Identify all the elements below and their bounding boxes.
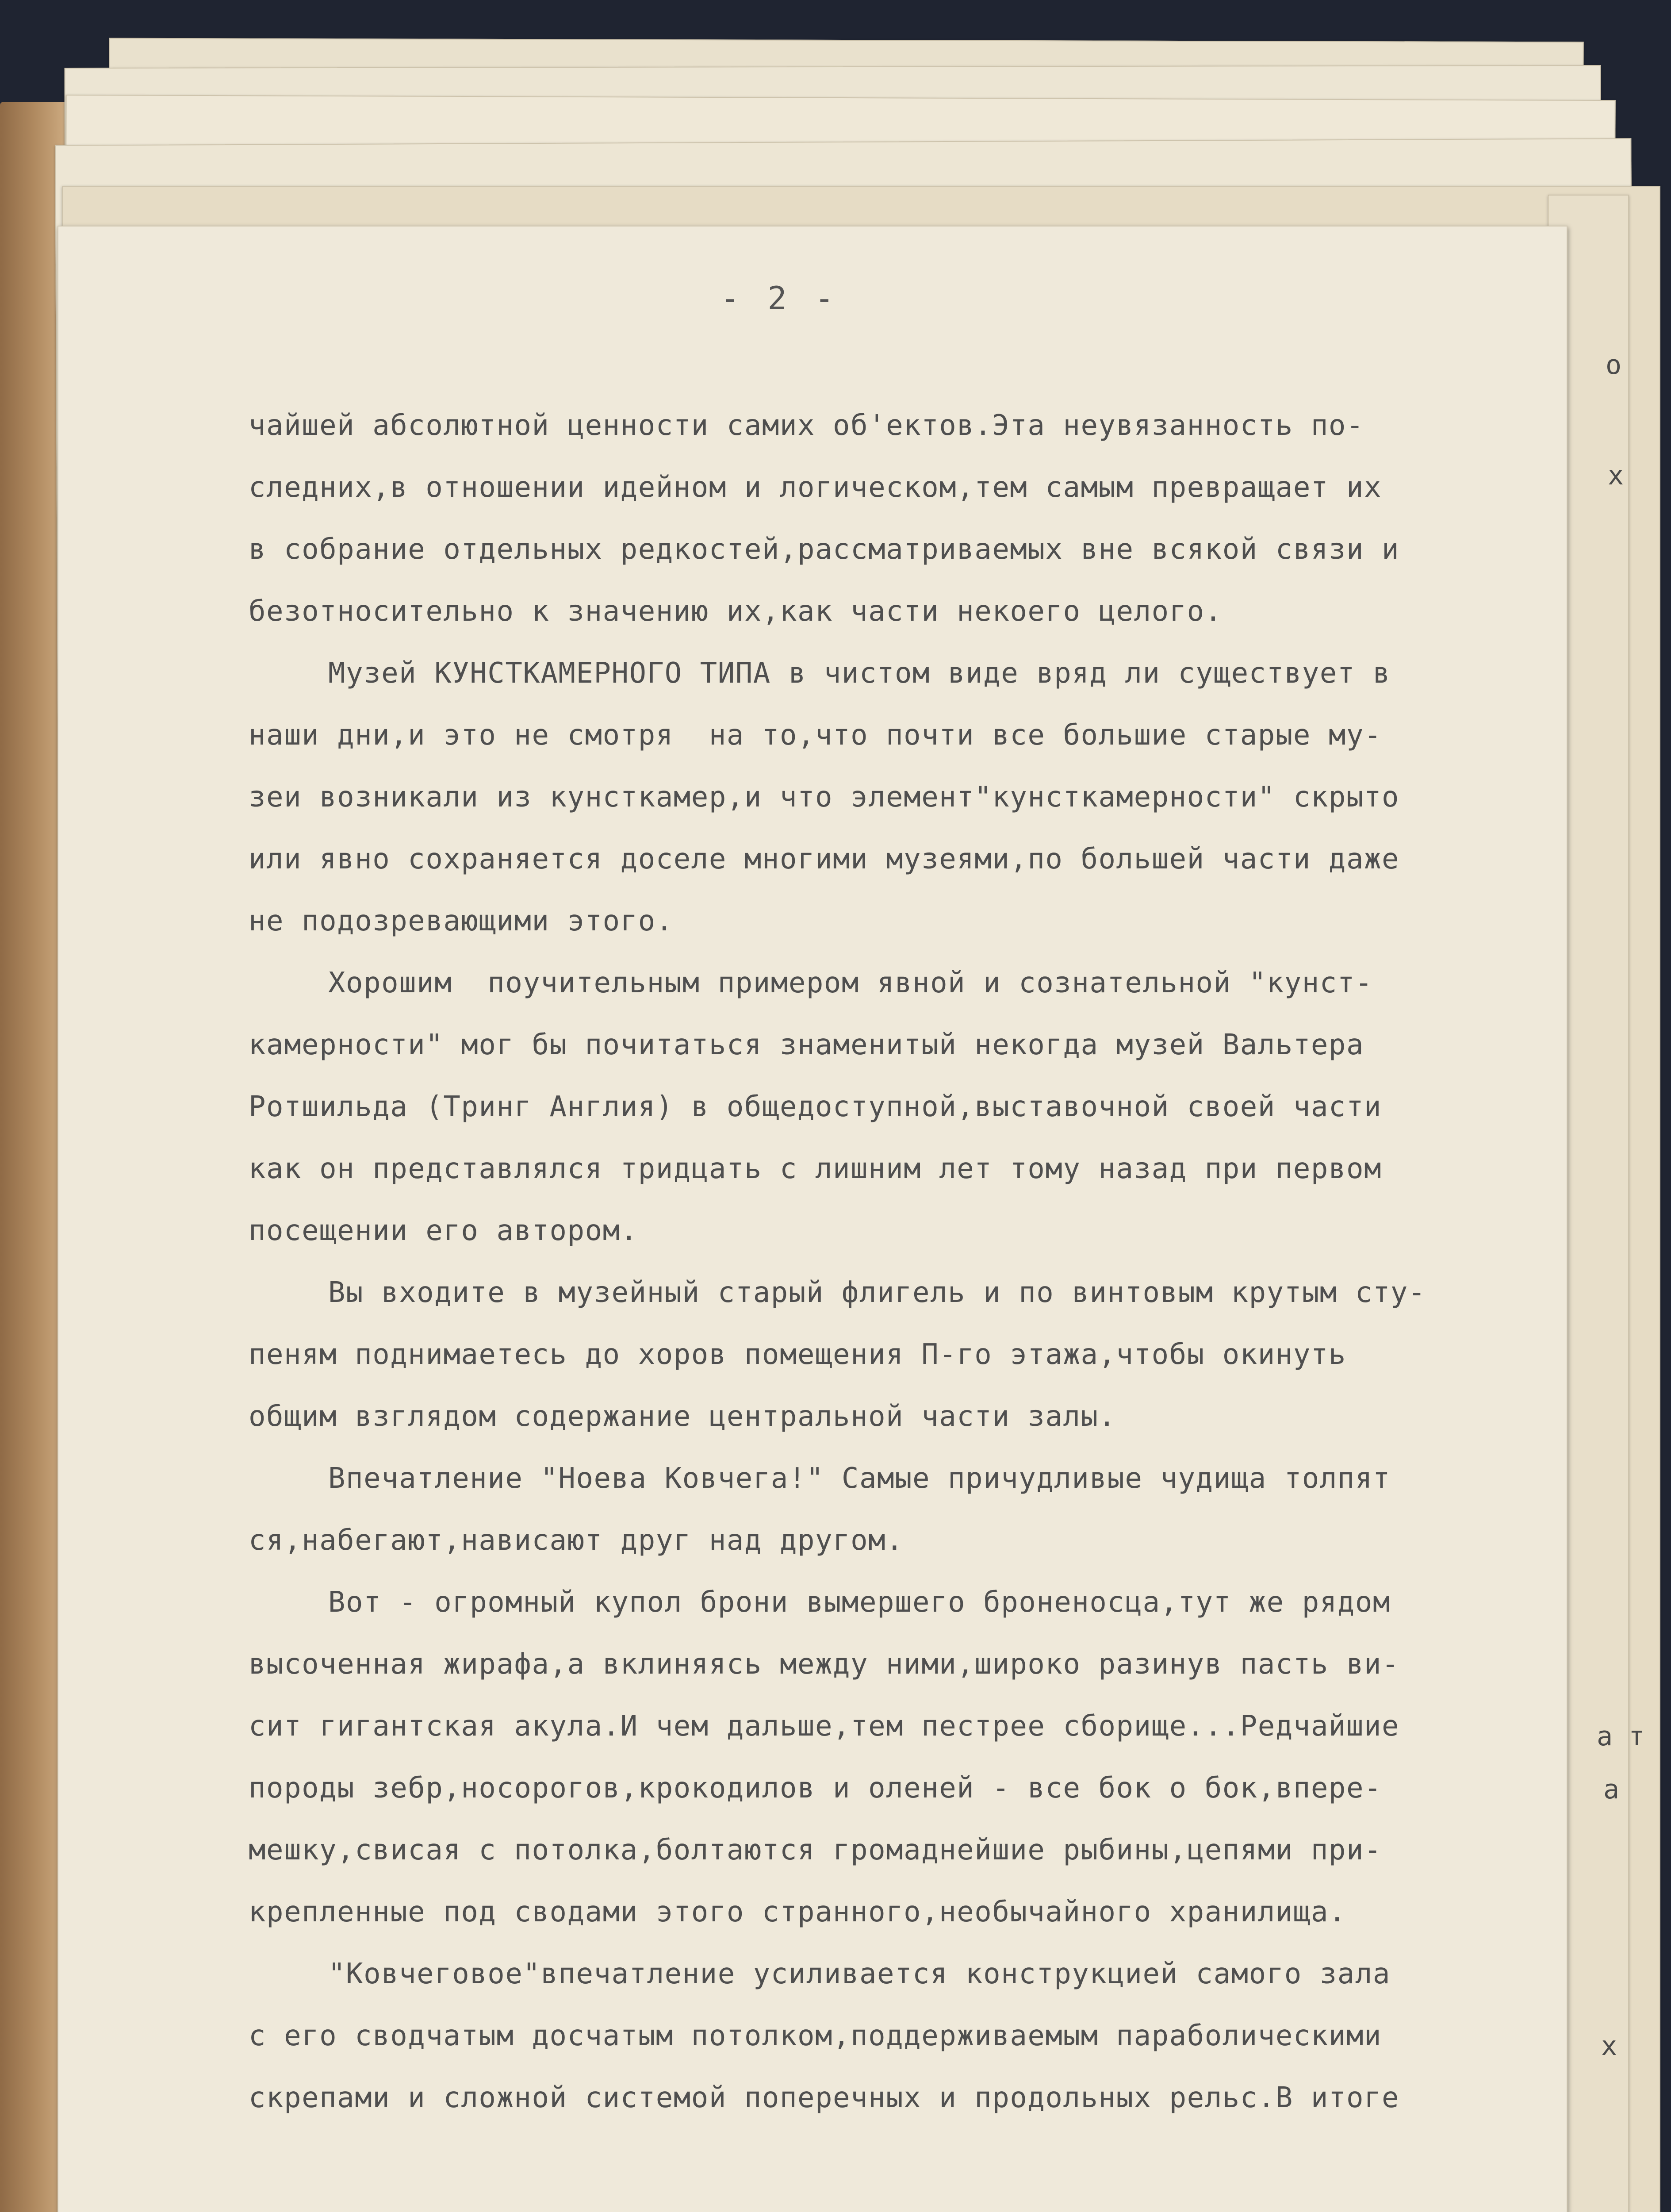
side-page-fragment: о [1606,349,1622,380]
text-line: Музей КУНСТКАМЕРНОГО ТИПА в чистом виде вряд ли существует в [328,657,1391,690]
paragraph [249,1943,1575,2129]
text-line: чайшей абсолютной ценности самих об'ектов.Эта неувязанность по- [249,409,1364,442]
text-line: камерности" мог бы почитаться знаменитый некогда музей Вальтера [249,1029,1364,1061]
text-line: пеням поднимаетесь до хоров помещения П-го этажа,чтобы окинуть [249,1338,1346,1371]
text-line: "Ковчеговое"впечатление усиливается конструкцией самого зала [328,1958,1391,1990]
text-line: наши дни,и это не смотря на то,что почти все большие старые му- [249,719,1382,752]
text-line: не подозревающими этого. [249,905,674,937]
page-number: - 2 - [720,280,839,317]
text-line: крепленные под сводами этого странного,необычайного хранилища. [249,1896,1346,1928]
text-line: или явно сохраняется доселе многими музеями,по большей части даже [249,843,1400,876]
document-page [57,226,1568,2212]
text-line: зеи возникали из кунсткамер,и что элемент"кунсткамерности" скрыто [249,781,1400,814]
text-line: высоченная жирафа,а вклиняясь между ними,широко разинув пасть ви- [249,1648,1400,1681]
text-line: Хорошим поучительным примером явной и сознательной "кунст- [328,967,1373,999]
text-line: Вот - огромный купол брони вымершего броненосца,тут же рядом [328,1586,1391,1619]
text-line: ся,набегают,нависают друг над другом. [249,1524,904,1557]
text-line: следних,в отношении идейном и логическом,тем самым превращает их [249,471,1382,504]
text-line: мешку,свисая с потолка,болтаются громаднейшие рыбины,цепями при- [249,1834,1382,1866]
text-line: сит гигантская акула.И чем дальше,тем пестрее сборище...Редчайшие [249,1710,1400,1743]
text-line: безотносительно к значению их,как части некоего целого. [249,595,1223,628]
text-line: скрепами и сложной системой поперечных и продольных рельс.В итоге [249,2081,1400,2114]
side-page-fragment: x [1601,2031,1617,2062]
side-page-fragment: a [1603,1774,1620,1805]
text-line: с его сводчатым досчатым потолком,поддерживаемым параболическими [249,2020,1382,2052]
text-line: как он представлялся тридцать с лишним лет тому назад при первом [249,1152,1382,1185]
text-line: породы зебр,носорогов,крокодилов и оленей - все бок о бок,впере- [249,1772,1382,1805]
text-line: Ротшильда (Тринг Англия) в общедоступной,выставочной своей части [249,1091,1382,1123]
typewritten-text [249,395,1575,2129]
paragraph [249,642,1575,952]
paragraph [249,1448,1575,1571]
paragraph [249,1571,1575,1943]
text-line: общим взглядом содержание центральной части залы. [249,1400,1116,1433]
text-line: Вы входите в музейный старый флигель и по винтовым крутым сту- [328,1276,1426,1309]
text-line: Впечатление "Ноева Ковчега!" Самые причудливые чудища толпят [328,1462,1391,1495]
side-page-fragment: x [1608,460,1624,491]
paragraph [249,1262,1575,1448]
paragraph [249,395,1575,642]
side-page-fragment: a т [1597,1721,1645,1752]
text-line: в собрание отдельных редкостей,рассматриваемых вне всякой связи и [249,533,1400,566]
text-line: посещении его автором. [249,1214,638,1247]
paragraph [249,952,1575,1262]
